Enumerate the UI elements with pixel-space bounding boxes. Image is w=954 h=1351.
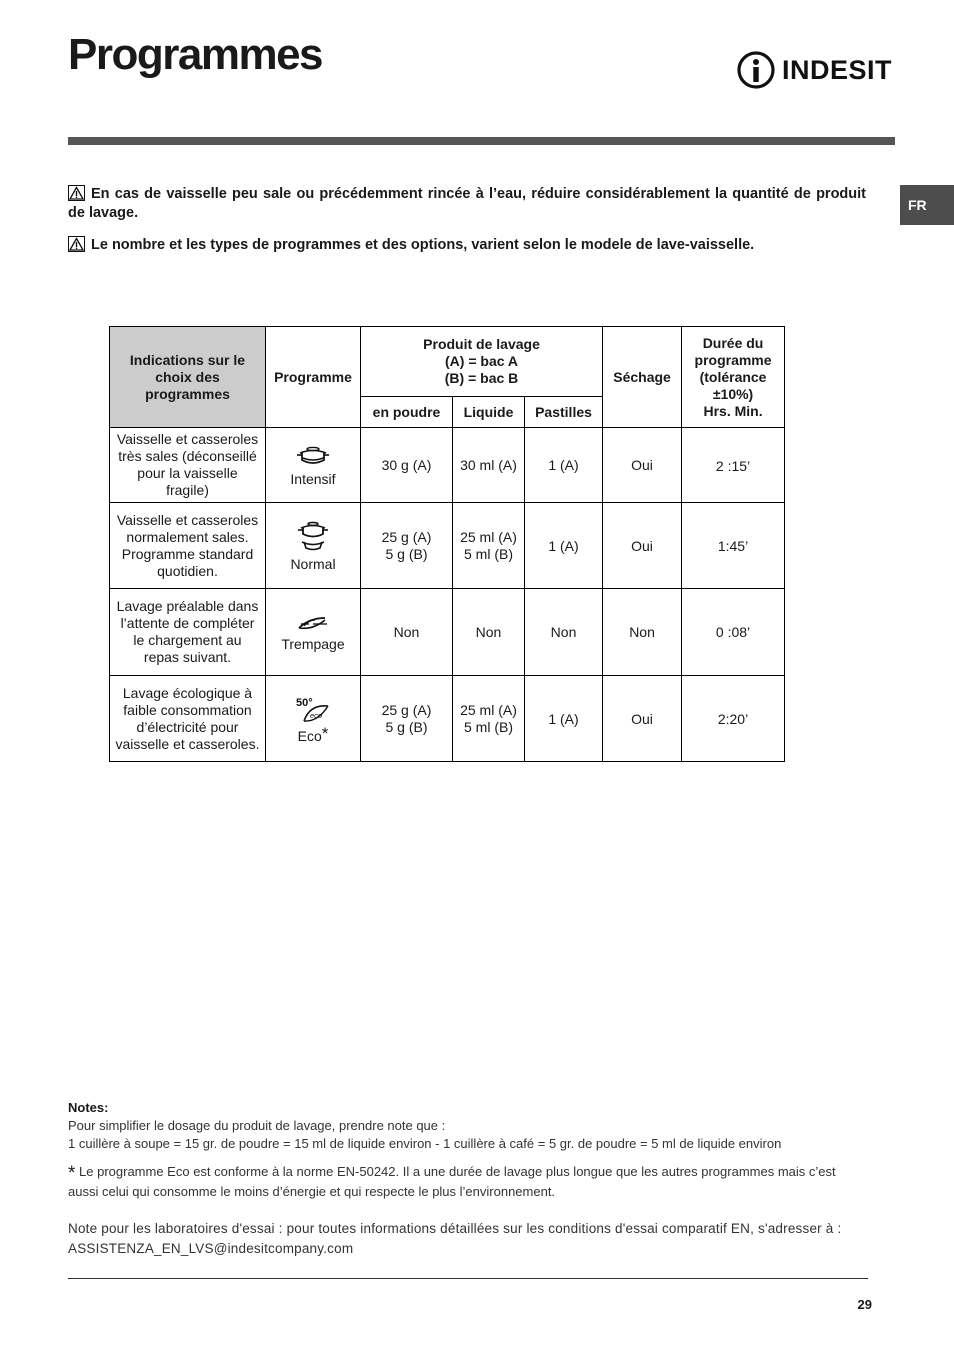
row-duree: 1:45’ (682, 503, 785, 589)
warning-note-1 (68, 185, 866, 223)
notes-title: Notes: (68, 1100, 109, 1115)
row-pastilles: 1 (A) (525, 676, 603, 762)
notes-line-1: Pour simplifier le dosage du produit de lavage, prendre note que : (68, 1118, 446, 1133)
row-pastilles: 1 (A) (525, 428, 603, 503)
row-duree: 0 :08’ (682, 589, 785, 676)
liquide-value: 30 ml (A) (460, 457, 517, 473)
row-sechage: Oui (603, 503, 682, 589)
eco-50-icon (294, 694, 332, 724)
header-produit-line3: (B) = bac B (444, 370, 519, 386)
row-programme (266, 676, 361, 762)
eco-icon-label: eco (310, 710, 323, 720)
row-pastilles: Non (525, 589, 603, 676)
eco-icon-temperature: 50° (296, 696, 313, 709)
poudre-value-a: 25 g (A) (381, 528, 432, 545)
row-pastilles: 1 (A) (525, 503, 603, 589)
row-duree: 2 :15’ (682, 428, 785, 503)
language-tab: FR (900, 185, 954, 225)
row-indication: Lavage écologique à faible consommation d’électricité pour vaisselle et casseroles. (110, 676, 266, 762)
header-programme: Programme (266, 327, 361, 428)
liquide-value: Non (475, 624, 502, 640)
poudre-value: 30 g (A) (381, 457, 432, 473)
row-liquide (453, 428, 525, 503)
header-produit-de-lavage (361, 327, 603, 397)
brand-name: INDESIT (782, 54, 893, 85)
trempage-icon (295, 612, 331, 634)
header-duree-line2: programme (694, 351, 772, 368)
header-duree-line4: ±10%) (712, 385, 754, 402)
row-sechage: Oui (603, 676, 682, 762)
header-sechage: Séchage (603, 327, 682, 428)
eco-footnote-mark: * (321, 723, 329, 743)
header-produit-line2: (A) = bac A (445, 353, 519, 369)
table-row (110, 589, 785, 676)
header-produit-line1: Produit de lavage (423, 336, 540, 352)
liquide-value-a: 25 ml (A) (460, 701, 517, 718)
row-en-poudre (361, 589, 453, 676)
row-sechage: Non (603, 589, 682, 676)
page-title: Programmes (68, 30, 323, 79)
eco-footnote-text: Le programme Eco est conforme à la norme EN-50242. Il a une durée de lavage plus longue que les autres programmes mais c’est aussi celui qui consomme le moins d’énergie et qui respecte le plus l’environnement. (68, 1164, 836, 1199)
normal-pot-icon (295, 520, 331, 554)
warning-text-1: En cas de vaisselle peu sale ou précédemment rincée à l’eau, réduire considérablement la quantité de produit de lavage. (68, 186, 866, 221)
row-en-poudre (361, 503, 453, 589)
poudre-value-b: 5 g (B) (385, 545, 428, 562)
header-liquide: Liquide (453, 397, 525, 428)
liquide-value-b: 5 ml (B) (464, 718, 513, 735)
header-duree-line3: (tolérance (699, 368, 767, 385)
header-pastilles: Pastilles (525, 397, 603, 428)
row-programme (266, 589, 361, 676)
footer-divider (68, 1278, 868, 1279)
row-duree: 2:20’ (682, 676, 785, 762)
warning-triangle-icon (68, 185, 85, 201)
liquide-value-b: 5 ml (B) (464, 545, 513, 562)
notes-section (68, 1099, 868, 1259)
row-en-poudre (361, 676, 453, 762)
row-en-poudre (361, 428, 453, 503)
header-duree (682, 327, 785, 428)
warning-text-2: Le nombre et les types de programmes et des options, varient selon le modele de lave-vaisselle. (91, 237, 755, 253)
intensif-pot-icon (295, 443, 331, 469)
warning-triangle-icon (68, 236, 85, 252)
indesit-i-logo-icon (736, 49, 776, 91)
row-liquide (453, 589, 525, 676)
row-programme (266, 428, 361, 503)
lab-note: Note pour les laboratoires d'essai : pour toutes informations détaillées sur les conditions d'essai comparatif EN, s'adresser à : ASSISTENZA_EN_LVS@indesitcompany.com (68, 1221, 842, 1256)
row-liquide (453, 503, 525, 589)
table-row (110, 503, 785, 589)
poudre-value: Non (393, 624, 420, 640)
programme-name: Eco (297, 727, 322, 744)
header-en-poudre: en poudre (361, 397, 453, 428)
warning-note-2 (68, 236, 866, 255)
page-number: 29 (857, 1297, 872, 1312)
row-indication: Vaisselle et casseroles très sales (déconseillé pour la vaisselle fragile) (110, 428, 266, 503)
programme-name: Trempage (281, 636, 345, 652)
header-duree-line1: Durée du (702, 334, 764, 351)
table-row (110, 428, 785, 503)
eco-footnote (68, 1163, 868, 1201)
row-liquide (453, 676, 525, 762)
poudre-value-a: 25 g (A) (381, 701, 432, 718)
row-programme (266, 503, 361, 589)
brand-logo (736, 48, 892, 92)
notes-line-2: 1 cuillère à soupe = 15 gr. de poudre = 15 ml de liquide environ - 1 cuillère à café = 5 gr. de poudre = 5 ml de liquide environ (68, 1136, 782, 1151)
row-sechage: Oui (603, 428, 682, 503)
row-indication: Vaisselle et casseroles normalement sales. Programme standard quotidien. (110, 503, 266, 589)
header-divider (68, 137, 895, 145)
programmes-table (109, 326, 785, 762)
row-indication: Lavage préalable dans l’attente de compléter le chargement au repas suivant. (110, 589, 266, 676)
programme-name-wrap (270, 723, 356, 744)
footnote-star: * (68, 1163, 76, 1184)
liquide-value-a: 25 ml (A) (460, 528, 517, 545)
poudre-value-b: 5 g (B) (385, 718, 428, 735)
table-row (110, 676, 785, 762)
header-duree-line5: Hrs. Min. (703, 402, 763, 419)
header-indications: Indications sur le choix des programmes (110, 327, 266, 428)
programme-name: Normal (290, 555, 336, 572)
programme-name: Intensif (290, 471, 336, 487)
